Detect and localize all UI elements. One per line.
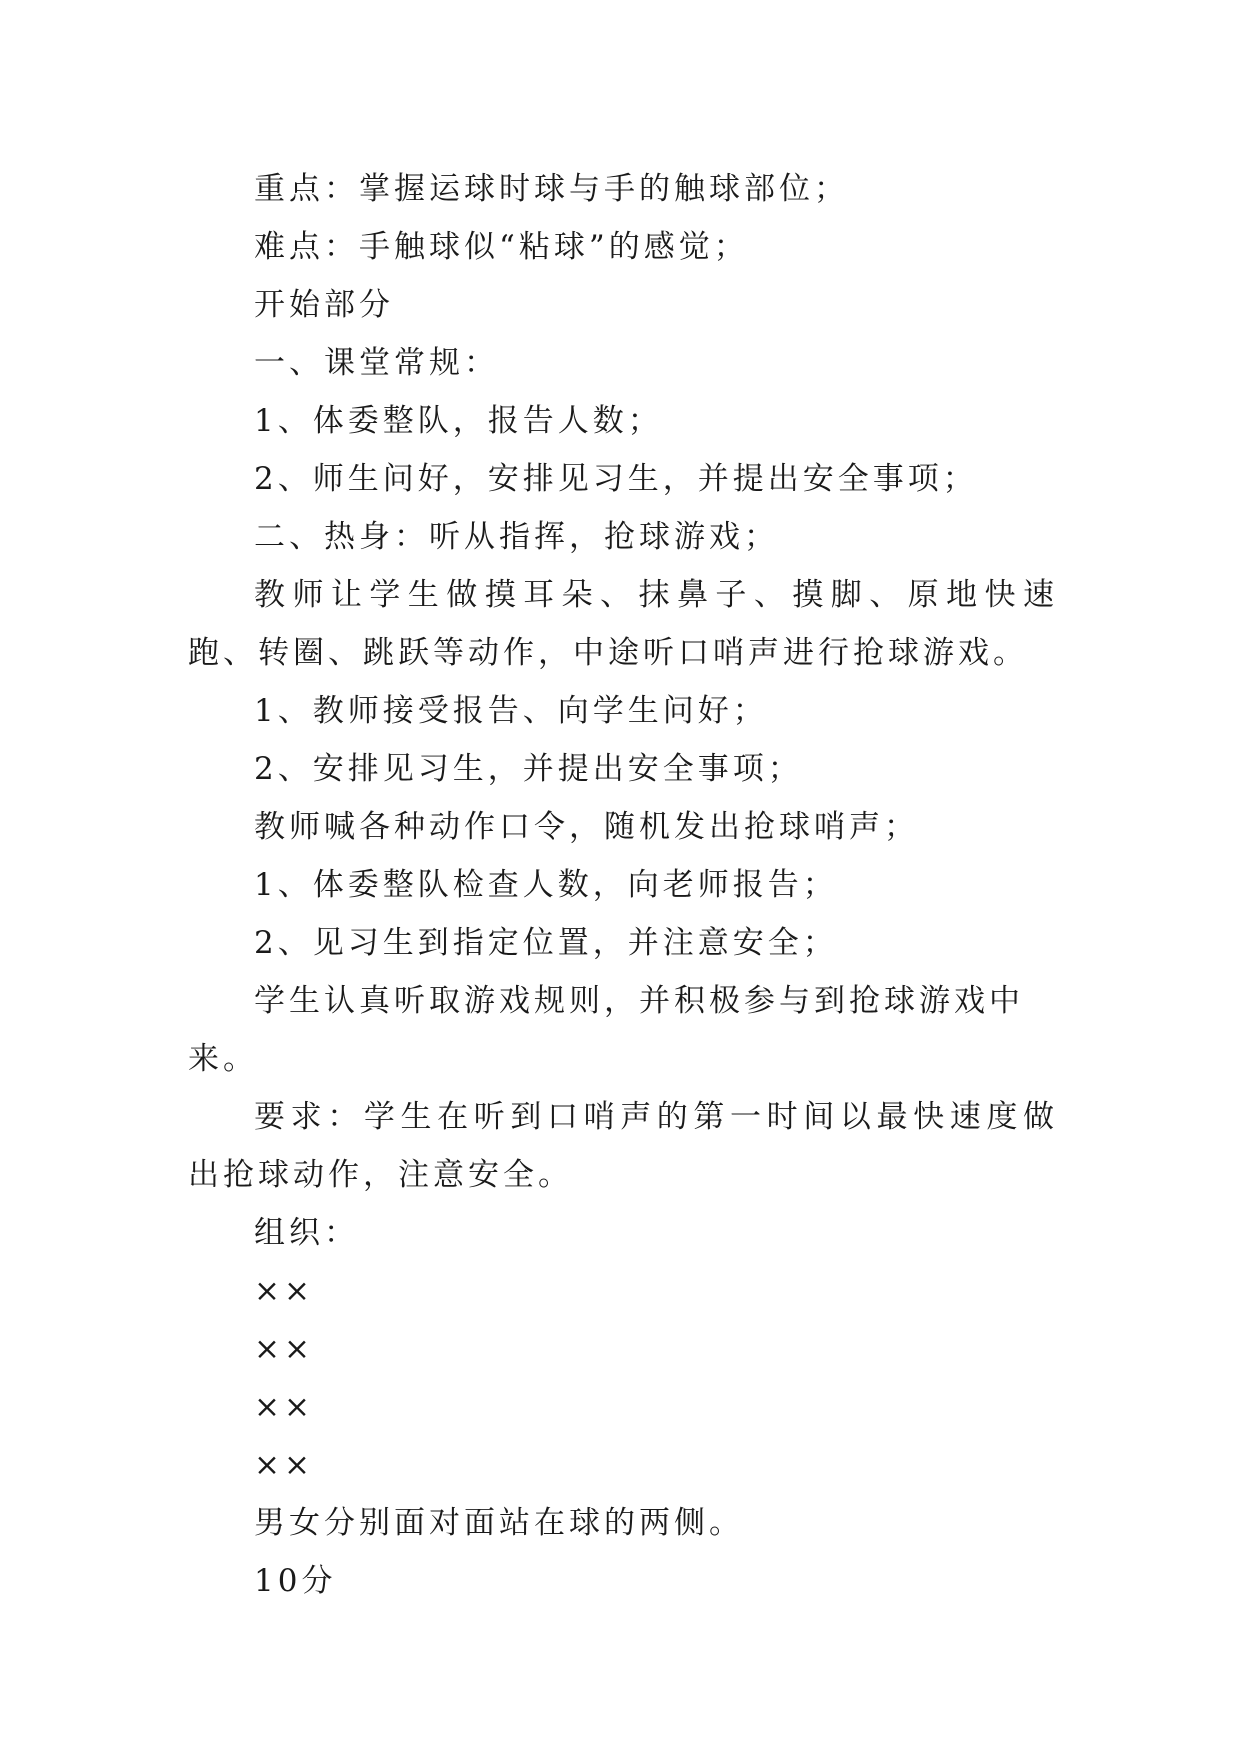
- difficulty-line: 难点：手触球似“粘球”的感觉；: [254, 229, 749, 265]
- teacher-instruction: 教师喊各种动作口令，随机发出抢球哨声；: [254, 809, 919, 845]
- student-activity: 学生认真听取游戏规则，并积极参与到抢球游戏中来。: [188, 983, 1024, 1077]
- requirement-text: 要求：学生在听到口哨声的第一时间以最快速度做出抢球动作，注意安全。: [188, 1099, 1058, 1193]
- section-heading-start: 开始部分: [254, 287, 394, 323]
- formation-row: ××: [254, 1389, 314, 1425]
- formation-note: 男女分别面对面站在球的两侧。: [254, 1505, 744, 1541]
- key-point-line: 重点：掌握运球时球与手的触球部位；: [254, 171, 849, 207]
- list-item: 1、教师接受报告、向学生问好；: [254, 693, 768, 729]
- subheading-class-routine: 一、课堂常规：: [254, 345, 499, 381]
- list-item: 1、体委整队，报告人数；: [254, 403, 663, 439]
- list-item: 2、见习生到指定位置，并注意安全；: [254, 925, 838, 961]
- duration-text: 10分: [254, 1563, 337, 1599]
- organization-label: 组织：: [254, 1215, 359, 1251]
- list-item: 1、体委整队检查人数，向老师报告；: [254, 867, 838, 903]
- formation-row: ××: [254, 1273, 314, 1309]
- document-body: [188, 160, 1058, 1610]
- formation-row: ××: [254, 1447, 314, 1483]
- formation-row: ××: [254, 1331, 314, 1367]
- list-item: 2、师生问好，安排见习生，并提出安全事项；: [254, 461, 978, 497]
- subheading-warmup: 二、热身：听从指挥，抢球游戏；: [254, 519, 779, 555]
- warmup-description: 教师让学生做摸耳朵、抹鼻子、摸脚、原地快速跑、转圈、跳跃等动作，中途听口哨声进行抢球游戏。: [188, 577, 1058, 671]
- list-item: 2、安排见习生，并提出安全事项；: [254, 751, 803, 787]
